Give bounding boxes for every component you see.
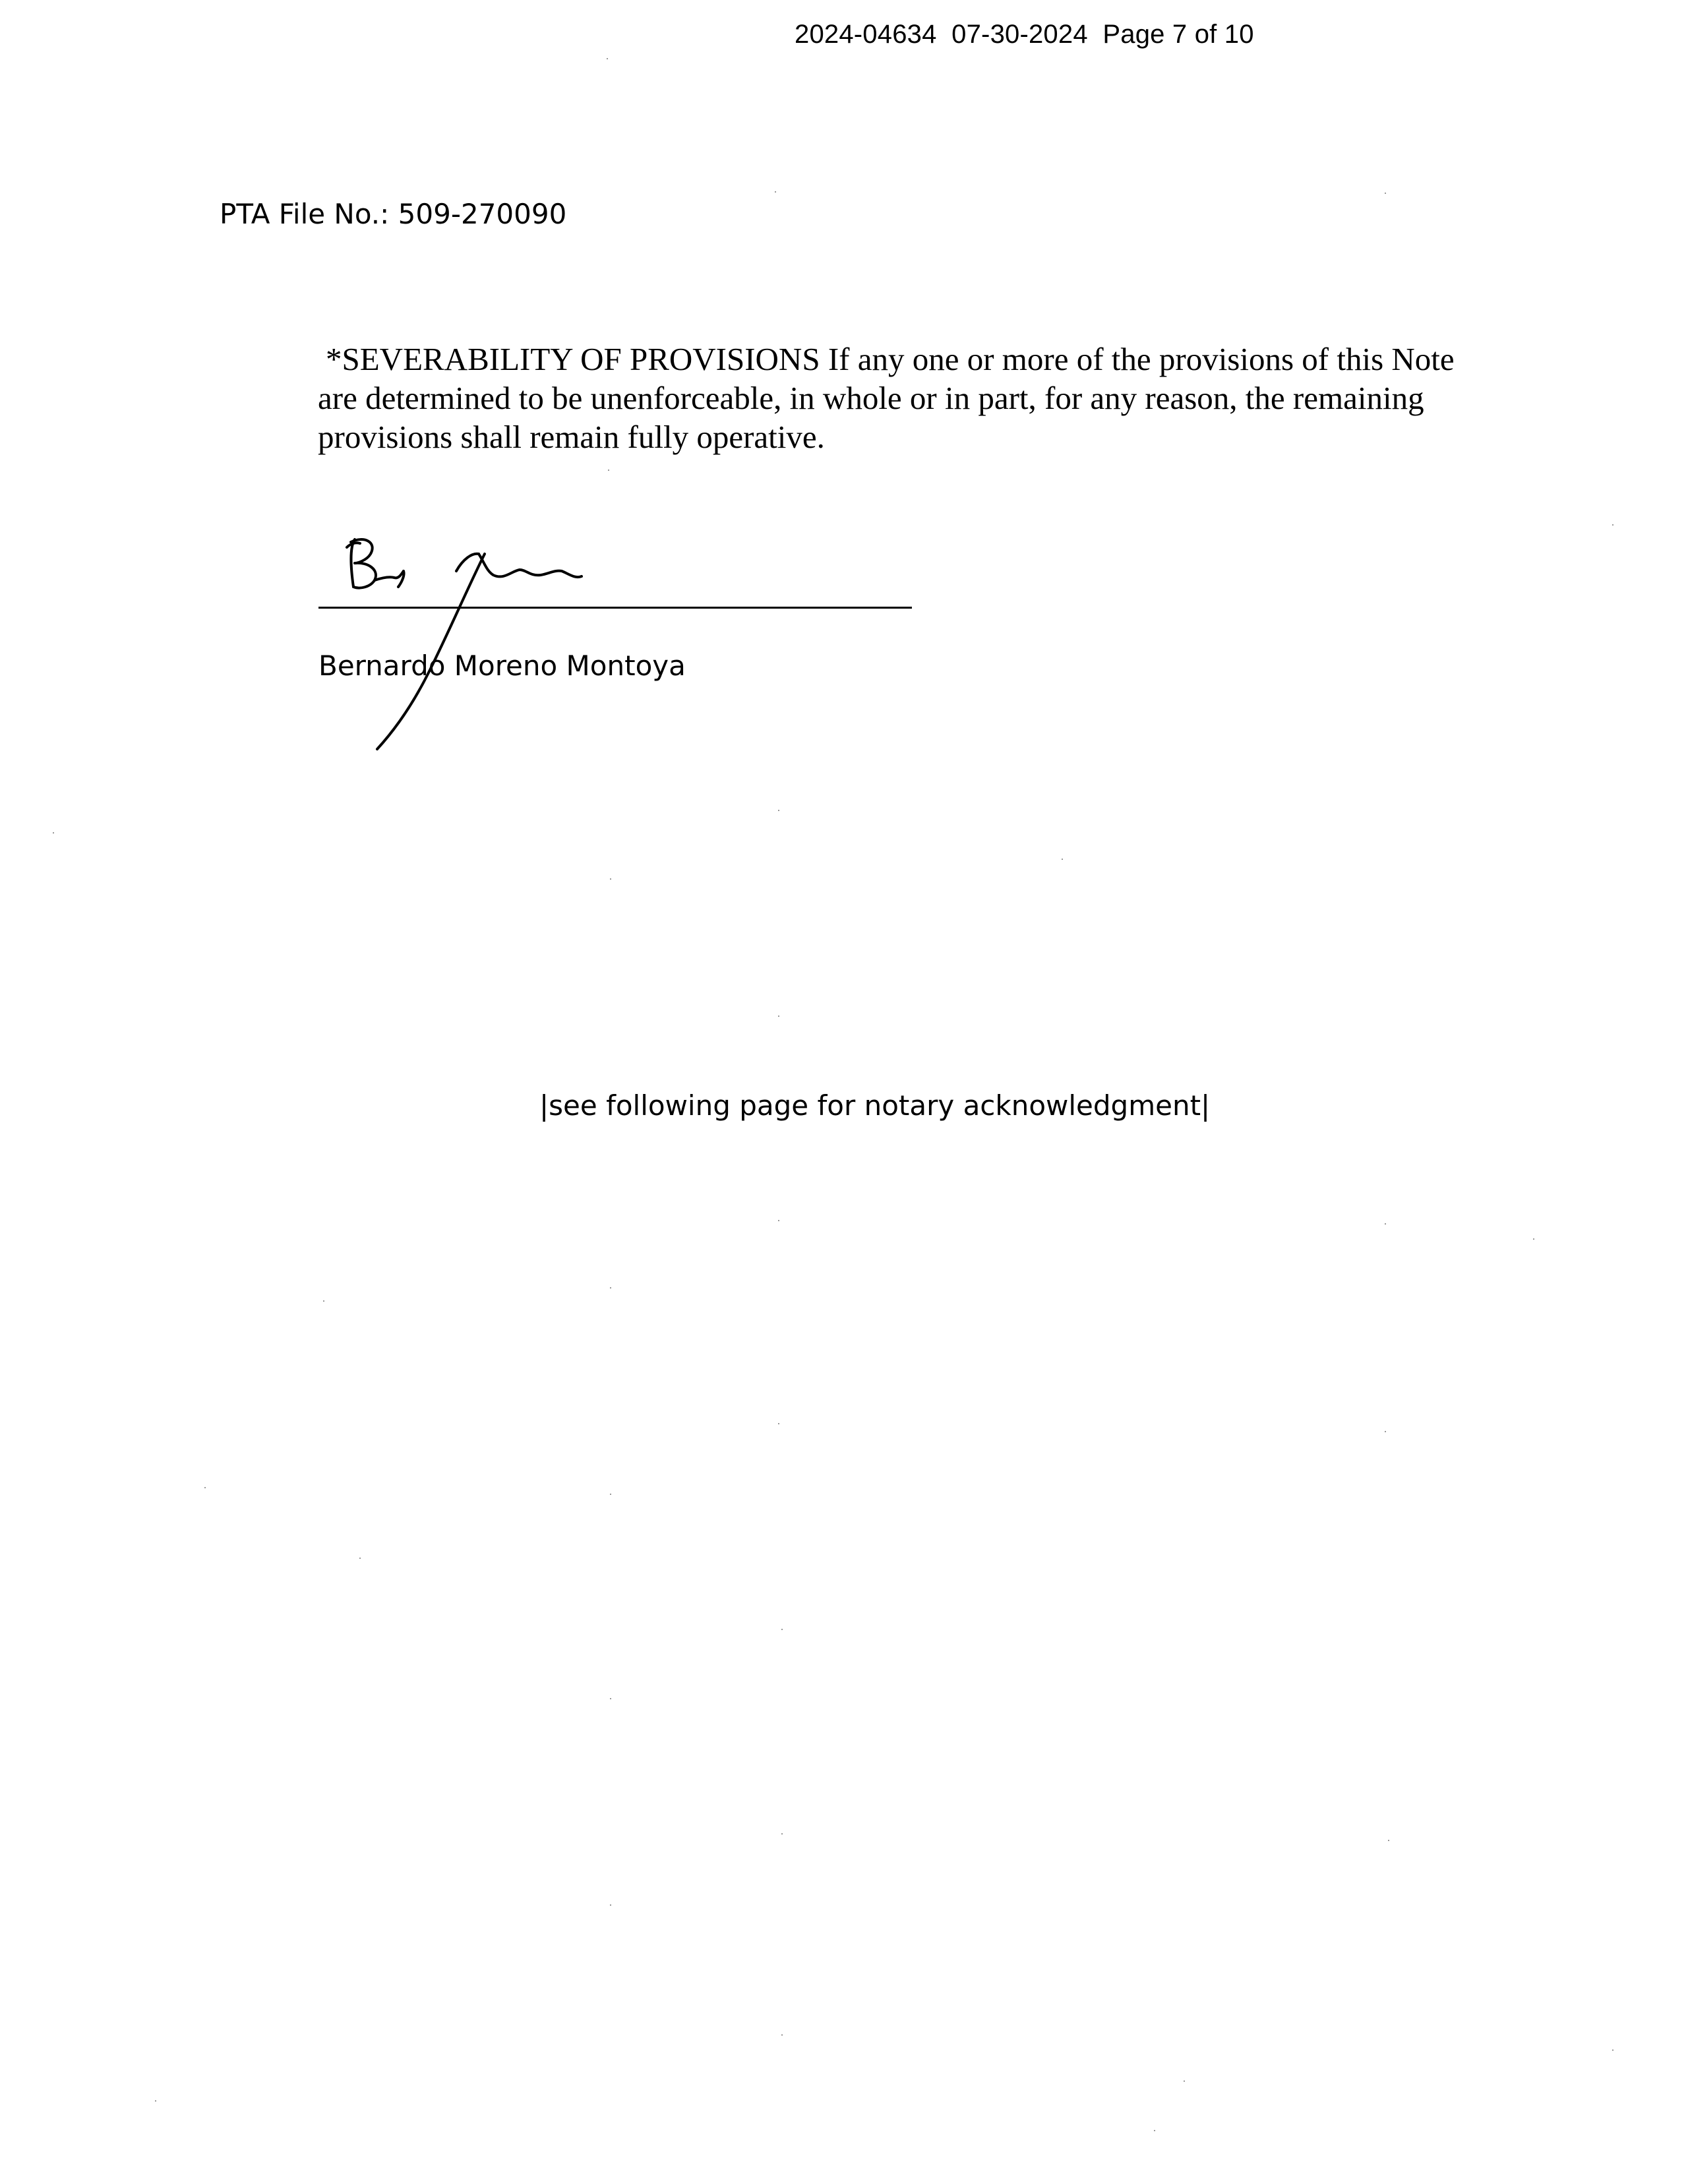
scan-speck [1385, 193, 1386, 194]
signature-block [316, 528, 923, 758]
scan-speck [1184, 2080, 1185, 2082]
handwritten-signature [316, 528, 923, 758]
file-number: PTA File No.: 509-270090 [220, 198, 567, 230]
scan-speck [778, 810, 779, 811]
scan-speck [778, 1423, 779, 1424]
scan-speck [323, 1300, 324, 1302]
paragraph-line: provisions shall remain fully operative. [318, 419, 825, 455]
scan-speck [610, 1698, 611, 1699]
scan-speck [781, 1833, 783, 1835]
scan-speck [775, 191, 776, 193]
scan-speck [1388, 1840, 1389, 1841]
scan-speck [1062, 859, 1063, 860]
scan-speck [1385, 1223, 1386, 1225]
paragraph-line: are determined to be unenforceable, in whole or in part, for any reason, the remaining [318, 380, 1424, 416]
notary-reference-note: |see following page for notary acknowledgment| [539, 1089, 1211, 1122]
scan-speck [359, 1558, 361, 1559]
scan-speck [610, 1287, 611, 1289]
signer-name: Bernardo Moreno Montoya [318, 650, 686, 682]
scan-speck [53, 832, 54, 834]
severability-paragraph [318, 340, 1505, 456]
paragraph-line: *SEVERABILITY OF PROVISIONS If any one or more of the provisions of this Note [326, 341, 1455, 377]
scan-speck [204, 1487, 206, 1488]
scan-speck [607, 58, 608, 59]
scan-speck [778, 1220, 779, 1221]
scan-speck [1154, 2130, 1155, 2131]
scan-speck [1612, 524, 1613, 526]
scan-speck [610, 878, 611, 880]
scan-speck [778, 1016, 779, 1017]
recording-stamp: 2024-04634 07-30-2024 Page 7 of 10 [795, 20, 1254, 49]
scan-speck [610, 1904, 611, 1906]
scan-speck [1612, 2049, 1613, 2051]
scan-speck [155, 2100, 156, 2102]
scan-speck [608, 470, 609, 471]
scan-speck [610, 1494, 611, 1495]
scan-speck [1533, 1238, 1534, 1240]
scan-speck [1385, 1431, 1386, 1432]
scan-speck [781, 2034, 783, 2036]
scan-speck [781, 1629, 783, 1630]
